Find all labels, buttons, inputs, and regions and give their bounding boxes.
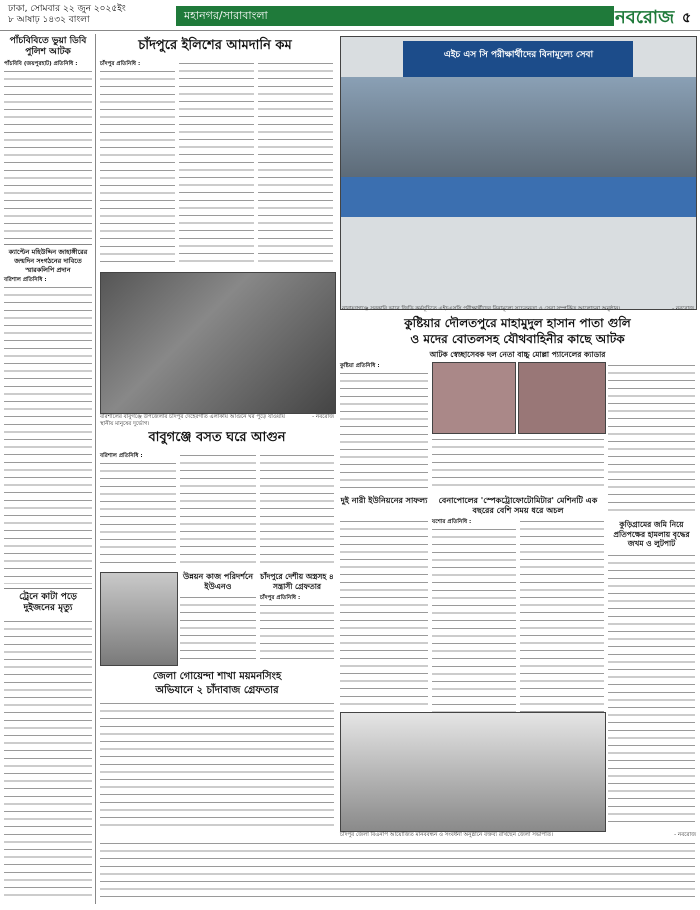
headline-dev-work: উন্নয়ন কাজ পরিদর্শনে ইউএনও: [183, 572, 253, 591]
headline-fire: বাবুগঞ্জে বসত ঘরে আগুন: [148, 430, 286, 445]
article-fire-col-1: [100, 460, 176, 568]
article-kushtia-col-3: [608, 362, 695, 512]
byline-kushtia: কুষ্টিয়া প্রতিনিধি :: [340, 363, 380, 369]
subheadline-kushtia: আটক স্বেচ্ছাসেবক দল নেতা বাচ্চু মোল্লা প্যানেলের ক্যাডার: [429, 350, 606, 359]
byline-benapole: যশোর প্রতিনিধি :: [432, 519, 472, 525]
section-band: মহানগর/সারাবাংলা: [176, 6, 614, 26]
bottom-event-photo: [340, 712, 606, 832]
article-bottom-strip: [100, 840, 695, 900]
photo-credit-fire: - নবরোজ: [312, 414, 334, 420]
article-fire-col-3: [260, 452, 334, 568]
headline-chandpur-hilsha: চাঁদপুরে ইলিশের আমদানি কম: [138, 38, 292, 53]
article-body-train: [4, 618, 92, 900]
article-kushtia-col-2: [432, 436, 604, 492]
article-kushtia-col-1: [340, 370, 428, 492]
byline-fire: বরিশাল প্রতিনিধি :: [100, 453, 143, 459]
photo-caption-fire: বরিশালের বাবুগঞ্জে উপজেলার চাঁদপুর দেহেরগতি এলাকায় আগুনে ঘর পুড়ে যাওয়ায় স্থানীয় মানুষের দুর্ভোগ।: [100, 414, 285, 427]
article-chandpur-arms: [260, 602, 334, 664]
headline-kurigram: কুড়িগ্রামের জমি নিয়ে প্রতিপক্ষের হামলায় বৃদ্ধের জখম ও লুটপাট: [613, 520, 690, 548]
column-rule: [95, 34, 96, 904]
byline-chandpur-hilsha: চাঁদপুর প্রতিনিধি :: [100, 61, 141, 67]
header-rule: [0, 30, 700, 31]
article-body-captain: [4, 284, 92, 584]
fire-photo: [100, 272, 336, 414]
article-col-3: [258, 60, 333, 268]
date-gregorian: ঢাকা, সোমবার ২২ জুন ২০২৫ইং: [8, 4, 126, 14]
headline-two-women: দুই নারী ইউনিয়নের সাফল্য: [340, 496, 428, 505]
photo-credit-bottom: - নবরোজ: [674, 832, 696, 838]
photo-caption-bottom: চাঁদপুর জেলা বিএনপি আয়োজিত মানববন্ধন ও সংবর্ধনা অনুষ্ঠানে বক্তব্য রাখছেন জেলা সভাপতি।: [340, 832, 553, 838]
headline-captain: ক্যাপ্টেন মহিউদ্দিন জাহাঙ্গীরের জন্মদিন সংগঠনের দাবিতে স্মারকলিপি প্রদান: [8, 248, 88, 274]
photo-credit-top: - নবরোজ: [672, 306, 694, 312]
article-kurigram: [608, 552, 695, 826]
suspect-photo-2: [518, 362, 606, 434]
date-bangla: ৮ আষাঢ় ১৪৩২ বাংলা: [8, 15, 90, 25]
article-col-1: [100, 68, 175, 268]
photo-caption-top: নারায়ণগঞ্জে সরকারি ভাবে জিডি কর্মসূচিতে এইচএসসি পরীক্ষার্থীদের বিনামূল্যে সচেতনতা ও সেবা সম্পর্কিত আলোচনা অনুষ্ঠান।: [342, 306, 621, 312]
article-dev-work: [180, 594, 256, 664]
headline-jila-gonda-2: অভিযানে ২ চাঁদাবাজ গ্রেফতার: [155, 685, 279, 696]
event-banner-text: এইচ এস সি পরীক্ষার্থীদের বিনামূল্যে সেবা: [443, 50, 594, 60]
byline-panchbibi: পাঁচবিবি (জয়পুরহাট) প্রতিনিধি :: [4, 61, 78, 67]
page-number: ৫: [682, 10, 692, 26]
date-line: [8, 4, 126, 26]
headline-kushtia-2: ও মদের বোতলসহ যৌথবাহিনীর কাছে আটক: [410, 332, 625, 346]
event-table: [341, 177, 696, 217]
article-jila-gonda: [100, 700, 334, 830]
event-people: [341, 77, 696, 177]
headline-kushtia-1: কুষ্টিয়ার দৌলতপুরে মাহামুদুল হাসান পাতা গুলি: [404, 316, 631, 330]
article-col-2: [179, 60, 254, 268]
headline-panchbibi: পাঁচবিবিতে ভুয়া ডিবি পুলিশ আটক: [9, 36, 87, 57]
article-two-women: [340, 518, 428, 708]
article-fire-col-2: [180, 452, 256, 568]
divider: [4, 588, 92, 589]
event-photo: [340, 36, 697, 310]
byline-captain: বরিশাল প্রতিনিধি :: [4, 277, 47, 283]
suspects-photo: [100, 572, 178, 666]
headline-jila-gonda-1: জেলা গোয়েন্দা শাখা ময়মনসিংহ: [152, 671, 282, 682]
headline-chandpur-arms: চাঁদপুরে দেশীয় অস্ত্রসহ ৪ সন্ত্রাসী গ্রেফতার: [260, 572, 334, 591]
newspaper-brand: নবরোজ: [615, 7, 675, 28]
byline-chandpur-arms: চাঁদপুর প্রতিনিধি :: [260, 595, 301, 601]
divider: [4, 244, 92, 245]
headline-train: ট্রেনে কাটা পড়ে দুইজনের মৃত্যু: [19, 592, 77, 613]
headline-benapole: বেনাপোলের 'স্পেকট্রোফোটোমিটার' মেশিনটি এক বছরের বেশি সময় ধরে অচল: [438, 496, 598, 515]
suspect-photo-1: [432, 362, 516, 434]
article-body-panchbibi: [4, 68, 92, 240]
